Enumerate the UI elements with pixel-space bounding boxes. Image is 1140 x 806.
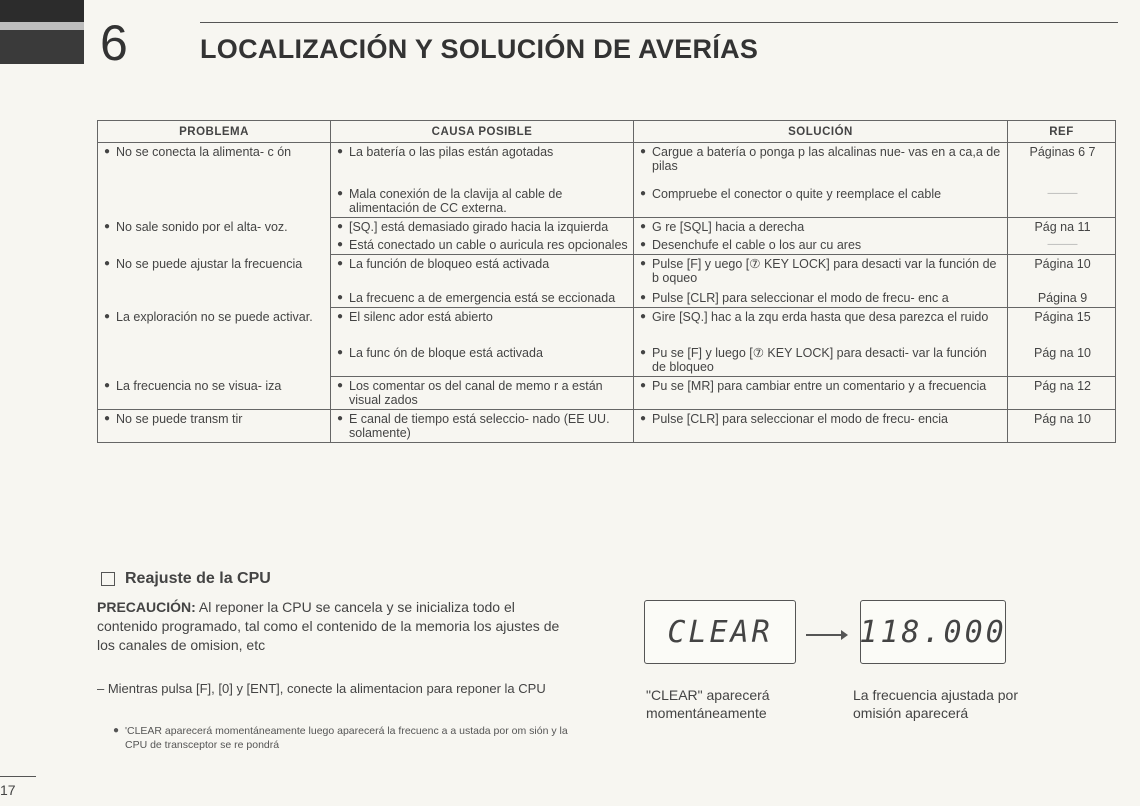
problem-text: La frecuencia no se visua- iza bbox=[116, 378, 282, 393]
solution-cell: ● G re [SQL] hacia a derecha bbox=[634, 218, 1008, 237]
solution-text: Pulse [CLR] para seleccionar el modo de frecu- encia bbox=[652, 412, 948, 426]
table-row bbox=[98, 255, 1116, 290]
solution-cell: ● Pulse [CLR] para seleccionar el modo de frecu- enc a bbox=[634, 289, 1008, 308]
solution-cell: ● Compruebe el conector o quite y reemplace el cable bbox=[634, 185, 1008, 218]
lcd-display-clear bbox=[644, 600, 796, 664]
table-row bbox=[98, 308, 1116, 345]
solution-cell: ● Cargue a batería o ponga p las alcalinas nue- vas en a ca,a de pilas bbox=[634, 143, 1008, 186]
cause-cell: ● [SQ.] está demasiado girado hacia la izquierda bbox=[331, 218, 634, 237]
page-number: 17 bbox=[0, 782, 16, 798]
solution-cell: ● Desenchufe el cable o los aur cu ares bbox=[634, 236, 1008, 255]
problem-cell: ● No se puede transm tir bbox=[98, 410, 331, 443]
cause-text: Está conectado un cable o auricula res opcionales bbox=[349, 238, 628, 252]
cause-cell: ● Los comentar os del canal de memo r a están visual zados bbox=[331, 377, 634, 410]
troubleshooting-table bbox=[97, 120, 1116, 443]
problem-cell: ● La exploración no se puede activar. bbox=[98, 308, 331, 377]
reset-note-text: 'CLEAR aparecerá momentáneamente luego aparecerá la frecuenc a a ustada por om sión y la CPU de transceptor se re pondrá bbox=[125, 725, 568, 751]
ref-cell: Pág na 10 bbox=[1008, 344, 1116, 377]
cpu-reset-title: Reajuste de la CPU bbox=[125, 570, 271, 587]
cause-text: Mala conexión de la clavija al cable de alimentación de CC externa. bbox=[349, 187, 563, 215]
solution-cell: ● Pu se [F] y luego [⑦ KEY LOCK] para desacti- var la función de bloqueo bbox=[634, 344, 1008, 377]
solution-cell: ● Gire [SQ.] hac a la zqu erda hasta que desa parezca el ruido bbox=[634, 308, 1008, 345]
cpu-reset-heading bbox=[101, 570, 271, 588]
cause-text: La batería o las pilas están agotadas bbox=[349, 145, 554, 159]
cause-cell: ● La frecuenc a de emergencia está se eccionada bbox=[331, 289, 634, 308]
caution-label: PRECAUCIÓN: bbox=[97, 599, 196, 615]
table-row bbox=[98, 410, 1116, 443]
table-row bbox=[98, 218, 1116, 237]
solution-text: Desenchufe el cable o los aur cu ares bbox=[652, 238, 862, 252]
solution-text: G re [SQL] hacia a derecha bbox=[652, 220, 805, 234]
solution-text: Pu se [MR] para cambiar entre un comentario y a frecuencia bbox=[652, 379, 987, 393]
caption-frequency: La frecuencia ajustada por omisión aparecerá bbox=[853, 687, 1018, 721]
cause-text: E canal de tiempo está seleccio- nado (EE UU. solamente) bbox=[349, 412, 610, 440]
edge-tab-lower bbox=[0, 30, 84, 64]
cause-text: La func ón de bloque está activada bbox=[349, 346, 543, 360]
ref-cell: Pág na 10 bbox=[1008, 410, 1116, 443]
ref-cell: Página 15 bbox=[1008, 308, 1116, 345]
ref-cell: ——— bbox=[1008, 236, 1116, 255]
solution-text: Cargue a batería o ponga p las alcalinas nue- vas en a ca,a de pilas bbox=[652, 145, 1001, 173]
cause-text: [SQ.] está demasiado girado hacia la izquierda bbox=[349, 220, 609, 234]
problem-cell: ● No sale sonido por el alta- voz. bbox=[98, 218, 331, 255]
problem-text: No se conecta la alimenta- c ón bbox=[116, 145, 292, 159]
lcd-frequency-text: 118.000 bbox=[859, 614, 1007, 650]
problem-text: No se puede ajustar la frecuencia bbox=[116, 256, 303, 271]
title-rule bbox=[200, 22, 1118, 23]
ref-cell: ——— bbox=[1008, 185, 1116, 218]
cause-cell: ● La función de bloqueo está activada bbox=[331, 255, 634, 290]
edge-tab-stripe bbox=[0, 22, 84, 30]
column-header: REF bbox=[1008, 121, 1116, 143]
checkbox-square-icon bbox=[101, 572, 115, 586]
solution-text: Pu se [F] y luego [⑦ KEY LOCK] para desacti- var la función de bloqueo bbox=[652, 346, 987, 374]
cause-text: La función de bloqueo está activada bbox=[349, 257, 550, 271]
reset-step-text: – Mientras pulsa [F], [0] y [ENT], conecte la alimentacion para reponer la CPU bbox=[97, 681, 546, 696]
solution-text: Compruebe el conector o quite y reemplace el cable bbox=[652, 187, 942, 201]
solution-text: Pulse [F] y uego [⑦ KEY LOCK] para desacti var la función de b oqueo bbox=[652, 257, 997, 285]
problem-cell: ● La frecuencia no se visua- iza bbox=[98, 377, 331, 410]
lcd-display-frequency bbox=[860, 600, 1006, 664]
page-number-rule bbox=[0, 776, 36, 777]
solution-text: Pulse [CLR] para seleccionar el modo de frecu- enc a bbox=[652, 291, 949, 305]
caption-clear: "CLEAR" aparecerá momentáneamente bbox=[646, 687, 770, 721]
caution-paragraph bbox=[97, 598, 577, 655]
table-row bbox=[98, 377, 1116, 410]
cause-cell: ● Está conectado un cable o auricula res opcionales bbox=[331, 236, 634, 255]
cause-text: Los comentar os del canal de memo r a están visual zados bbox=[349, 379, 603, 407]
solution-cell: ● Pulse [F] y uego [⑦ KEY LOCK] para desacti var la función de b oqueo bbox=[634, 255, 1008, 290]
cause-cell: ● La batería o las pilas están agotadas bbox=[331, 143, 634, 186]
column-header: CAUSA POSIBLE bbox=[331, 121, 634, 143]
ref-cell: Pág na 12 bbox=[1008, 377, 1116, 410]
column-header: PROBLEMA bbox=[98, 121, 331, 143]
chapter-number: 6 bbox=[100, 15, 129, 71]
ref-cell: Páginas 6 7 bbox=[1008, 143, 1116, 186]
problem-text: No se puede transm tir bbox=[116, 412, 243, 426]
cause-cell: ● El silenc ador está abierto bbox=[331, 308, 634, 345]
ref-cell: Página 10 bbox=[1008, 255, 1116, 290]
cause-cell: ● Mala conexión de la clavija al cable de alimentación de CC externa. bbox=[331, 185, 634, 218]
edge-tab bbox=[0, 0, 84, 22]
cause-cell: ● E canal de tiempo está seleccio- nado (EE UU. solamente) bbox=[331, 410, 634, 443]
problem-cell: ● No se conecta la alimenta- c ón bbox=[98, 143, 331, 218]
cause-cell: ● La func ón de bloque está activada bbox=[331, 344, 634, 377]
problem-cell: ● No se puede ajustar la frecuencia bbox=[98, 255, 331, 308]
arrow-right-icon bbox=[806, 634, 846, 636]
caution-text: Al reponer la CPU se cancela y se inicializa todo el contenido programado, tal como el contenido de la memoria los ajustes de los canales de omision, etc bbox=[97, 599, 560, 653]
page-title: LOCALIZACIÓN Y SOLUCIÓN DE AVERÍAS bbox=[200, 34, 759, 64]
solution-text: Gire [SQ.] hac a la zqu erda hasta que desa parezca el ruido bbox=[652, 310, 989, 324]
table-header-row bbox=[98, 121, 1116, 143]
problem-text: La exploración no se puede activar. bbox=[116, 309, 313, 324]
table-row bbox=[98, 143, 1116, 186]
reset-note: ● 'CLEAR aparecerá momentáneamente luego aparecerá la frecuenc a a ustada por om sión y la CPU de transceptor se re pondrá bbox=[113, 724, 583, 752]
solution-cell: ● Pu se [MR] para cambiar entre un comentario y a frecuencia bbox=[634, 377, 1008, 410]
solution-cell: ● Pulse [CLR] para seleccionar el modo de frecu- encia bbox=[634, 410, 1008, 443]
column-header: SOLUCIÓN bbox=[634, 121, 1008, 143]
ref-cell: Página 9 bbox=[1008, 289, 1116, 308]
reset-step bbox=[97, 680, 587, 698]
problem-text: No sale sonido por el alta- voz. bbox=[116, 219, 288, 234]
lcd-clear-text: CLEAR bbox=[667, 614, 773, 650]
ref-cell: Pág na 11 bbox=[1008, 218, 1116, 237]
cause-text: El silenc ador está abierto bbox=[349, 310, 493, 324]
cause-text: La frecuenc a de emergencia está se eccionada bbox=[349, 291, 616, 305]
